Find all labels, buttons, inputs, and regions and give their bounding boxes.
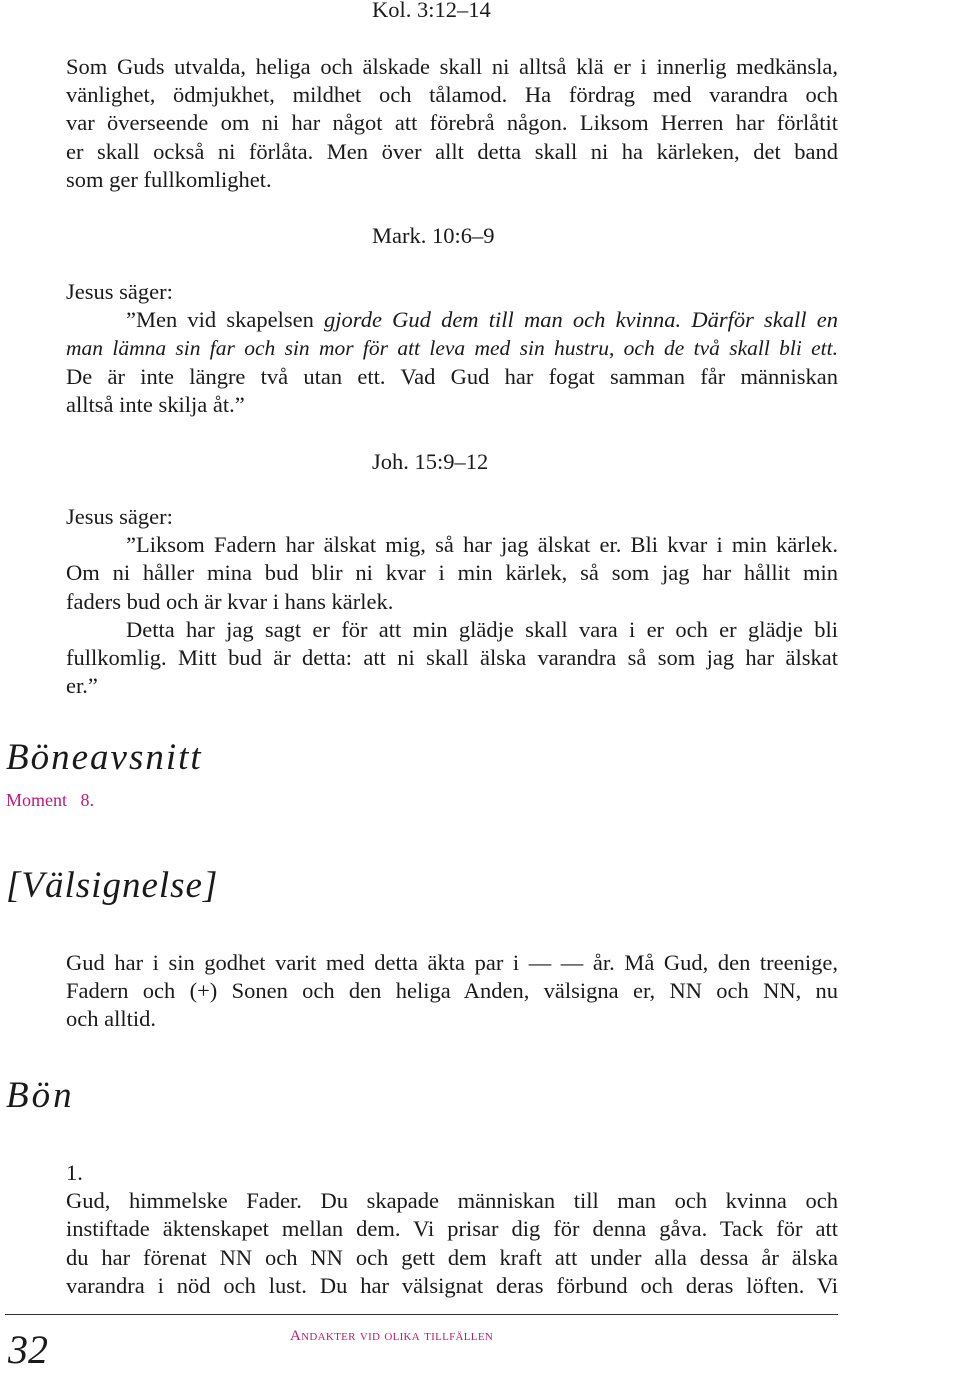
bon-line-1: Gud, himmelske Fader. Du skapade människan till man och kvinna och xyxy=(66,1188,838,1214)
mark-quote-open: ”Men vid skapelsen xyxy=(126,307,325,333)
valsignelse-line-3: och alltid. xyxy=(66,1006,156,1032)
mark-passage xyxy=(66,278,838,419)
kol-line-4: er skall också ni förlåta. Men över allt detta skall ni ha kärleken, det band xyxy=(66,138,838,164)
section-heading-valsignelse: [Välsignelse] xyxy=(6,865,219,906)
bon-line-3: du har förenat NN och NN och gett dem kraft att under alla dessa år älska xyxy=(66,1244,838,1270)
bon-line-2: instiftade äktenskapet mellan dem. Vi prisar dig för denna gåva. Tack för att xyxy=(66,1216,838,1242)
page-number: 32 xyxy=(8,1327,48,1372)
valsignelse-passage xyxy=(66,949,838,1034)
mark-line-1 xyxy=(66,306,838,334)
mark-intro: Jesus säger: xyxy=(66,279,173,304)
bon-line-4: varandra i nöd och lust. Du har välsignat deras förbund och deras löften. Vi xyxy=(66,1272,838,1298)
joh-para2-line-2: fullkomlig. Mitt bud är detta: att ni skall älska varandra så som jag har älskat xyxy=(66,645,838,671)
scripture-reference-joh: Joh. 15:9–12 xyxy=(372,449,489,474)
joh-line-2: Om ni håller mina bud blir ni kvar i min kärlek, så som jag har hållit min xyxy=(66,560,838,586)
mark-line-2: man lämna sin far och sin mor för att leva med sin hustru, och de två skall bli ett. xyxy=(66,336,838,361)
joh-para2-line-3: er.” xyxy=(66,673,98,699)
bon-number: 1. xyxy=(66,1160,83,1185)
section-heading-bon: Bön xyxy=(6,1075,75,1116)
kol-line-3: var överseende om ni har något att förebrå någon. Liksom Herren har förlåtit xyxy=(66,110,838,136)
kol-passage xyxy=(66,53,838,194)
mark-quote-italic-1: gjorde Gud dem till man och kvinna. Därför skall en xyxy=(324,307,838,333)
moment-label: Moment 8. xyxy=(6,790,94,810)
joh-intro: Jesus säger: xyxy=(66,504,173,529)
kol-line-1: Som Guds utvalda, heliga och älskade skall ni alltså klä er i innerlig medkänsla, xyxy=(66,54,838,79)
joh-para2-line-1: Detta har jag sagt er för att min glädje skall vara i er och er glädje bli xyxy=(126,616,838,642)
joh-line-3: faders bud och är kvar i hans kärlek. xyxy=(66,588,394,614)
footer-rule xyxy=(5,1314,838,1315)
bon-passage xyxy=(66,1159,838,1300)
kol-line-5: som ger fullkomlighet. xyxy=(66,166,272,192)
mark-line-3: De är inte längre två utan ett. Vad Gud har fogat samman får människan xyxy=(66,363,838,389)
scripture-reference-kol: Kol. 3:12–14 xyxy=(372,0,491,22)
kol-line-2: vänlighet, ödmjukhet, mildhet och tålamod. Ha fördrag med varandra och xyxy=(66,82,838,108)
valsignelse-line-2: Fadern och (+) Sonen och den heliga Anden, välsigna er, NN och NN, nu xyxy=(66,978,838,1004)
joh-passage xyxy=(66,503,838,700)
joh-line-1: ”Liksom Fadern har älskat mig, så har jag älskat er. Bli kvar i min kärlek. xyxy=(126,532,838,558)
scripture-reference-mark: Mark. 10:6–9 xyxy=(372,223,495,248)
running-title: Andakter vid olika tillfällen xyxy=(290,1328,494,1344)
section-heading-boneavsnitt: Böneavsnitt xyxy=(6,737,203,778)
valsignelse-line-1: Gud har i sin godhet varit med detta äkta par i — — år. Må Gud, den treenige, xyxy=(66,950,838,975)
mark-line-4: alltså inte skilja åt.” xyxy=(66,391,245,417)
